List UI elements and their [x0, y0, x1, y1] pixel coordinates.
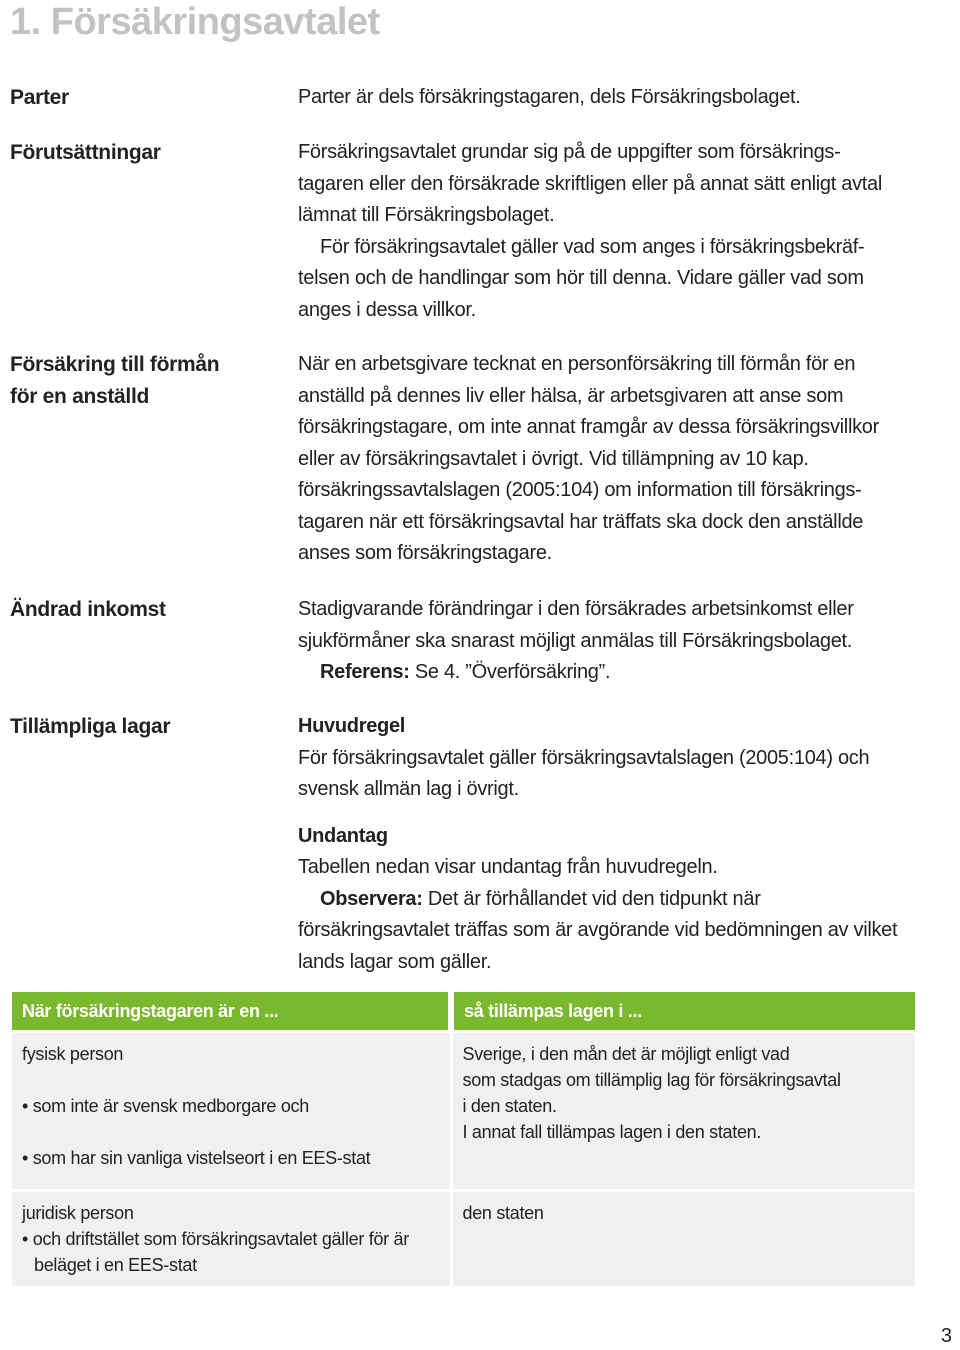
forutsattningar-p2: För försäkringsavtalet gäller vad som anges i försäkringsbekräf-telsen och de handlingar som hör till denna. Vidare gäller vad som anges i dessa villkor. — [298, 235, 865, 321]
observera-label: Observera: — [320, 887, 423, 910]
inkomst-text: Stadigvarande förändringar i den försäkrades arbetsinkomst eller sjukförmåner ska snarast möjligt anmälas till Försäkringsbolaget. — [298, 598, 854, 652]
section-text-lagar — [298, 711, 898, 978]
section-text-anstalld — [298, 349, 913, 570]
table-row — [12, 1032, 915, 1191]
huvudregel-heading: Huvudregel — [298, 715, 406, 737]
cell-title: fysisk person — [22, 1044, 124, 1064]
section-text-forutsattningar — [298, 137, 888, 326]
forutsattningar-p1: Försäkringsavtalet grundar sig på de uppgifter som försäkrings-tagaren eller den försäkrade skriftligen eller på annat sätt enligt avtal lämnat till Försäkringsbolaget. — [298, 141, 883, 226]
table-cell — [451, 1191, 915, 1287]
section-label-anstalld: Försäkring till förmån för en anställd — [10, 353, 220, 408]
inkomst-reference — [298, 657, 898, 689]
table-row — [12, 1191, 915, 1287]
cell-line: som stadgas om tillämplig lag för försäkringsavtal — [462, 1070, 841, 1090]
huvudregel-text: För försäkringsavtalet gäller försäkringsavtalslagen (2005:104) och svensk allmän lag i övrigt. — [298, 746, 870, 800]
cell-bullet: • som inte är svensk medborgare och — [22, 1096, 309, 1116]
cell-title: juridisk person — [22, 1203, 134, 1223]
cell-bullet: • och driftstället som försäkringsavtalet gäller för är beläget i en EES-stat — [22, 1229, 409, 1275]
section-text-inkomst — [298, 594, 898, 689]
table-cell — [12, 1191, 451, 1287]
section-label-lagar: Tillämpliga lagar — [10, 715, 171, 738]
observera-note — [298, 884, 898, 979]
table-header-row — [12, 992, 915, 1032]
observera-text: Det är förhållandet vid den tidpunkt när försäkringsavtalet träffas som är avgörande vid bedömningen av vilket lands lagar som gäller. — [298, 887, 898, 973]
anstalld-text: När en arbetsgivare tecknat en personförsäkring till förmån för en anställd på dennes liv eller hälsa, är arbetsgivaren att anse som försäkringstagare, om inte annat framgår av dessa försäkringsvillkor eller av försäkringsavtalet i övrigt. Vid tillämpning av 10 kap. försäkringssavtalslagen (2005:104) om information till försäkrings-tagaren när ett försäkringsavtal har träffats ska dock den anställde anses som försäkringstagare. — [298, 353, 879, 564]
table-cell — [451, 1032, 915, 1191]
page-number: 3 — [940, 1325, 952, 1347]
cell-bullet: • som har sin vanliga vistelseort i en EES-stat — [22, 1148, 371, 1168]
undantag-text: Tabellen nedan visar undantag från huvudregeln. — [298, 856, 718, 878]
section-label-forutsattningar: Förutsättningar — [10, 141, 161, 164]
undantag-heading: Undantag — [298, 824, 388, 847]
section-text-parter — [298, 82, 938, 114]
cell-line: i den staten. — [462, 1096, 557, 1116]
reference-label: Referens: — [320, 661, 410, 683]
table-header-law: så tillämpas lagen i ... — [451, 992, 915, 1032]
section-label-inkomst: Ändrad inkomst — [10, 598, 166, 621]
page-title: 1. Försäkringsavtalet — [10, 1, 380, 43]
cell-line: I annat fall tillämpas lagen i den staten. — [462, 1122, 762, 1142]
table-header-policyholder: När försäkringstagaren är en ... — [12, 992, 451, 1032]
cell-line: Sverige, i den mån det är möjligt enligt vad — [462, 1044, 790, 1064]
reference-text: Se 4. ”Överförsäkring”. — [414, 661, 611, 683]
section-label-parter: Parter — [10, 86, 69, 109]
cell-line: den staten — [462, 1203, 544, 1223]
law-table — [12, 992, 915, 1286]
parter-text: Parter är dels försäkringstagaren, dels Försäkringsbolaget. — [298, 86, 801, 108]
table-cell — [12, 1032, 451, 1191]
